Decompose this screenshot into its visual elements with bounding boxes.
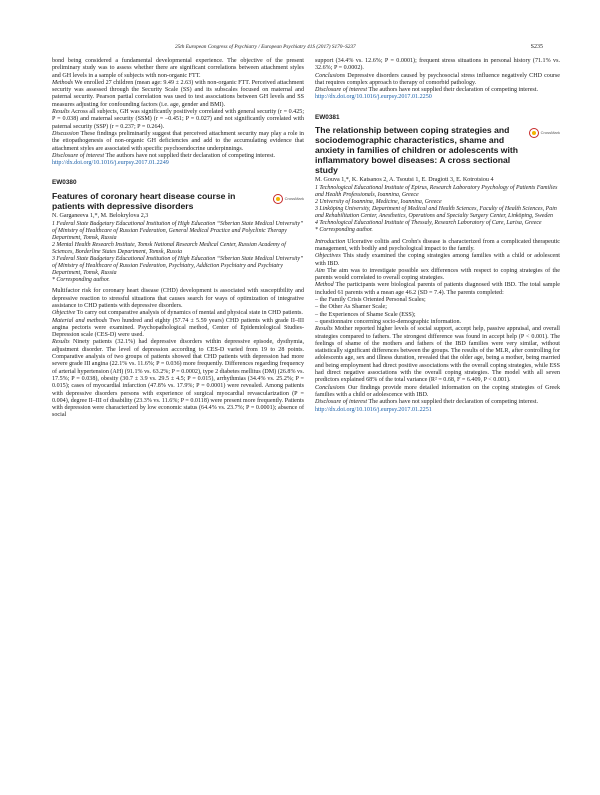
crossmark-icon: [273, 194, 283, 204]
method-list: [315, 297, 560, 326]
objectives-paragraph: [315, 253, 560, 268]
doi-link[interactable]: http://dx.doi.org/10.1016/j.eurpsy.2017.01.2250: [315, 94, 432, 101]
aim-text: The aim was to investigate possible sex differences with respect to coping strategies of the parents would correlated to overall coping strategies.: [315, 267, 560, 282]
list-item: – questionnaire concerning socio-demographic information.: [315, 318, 462, 325]
conclusions-label: Conclusions: [315, 72, 346, 79]
crossmark-label: CrossMark: [540, 130, 560, 136]
objective-paragraph: [52, 310, 304, 317]
disclosure-label: Disclosure of interest: [52, 152, 105, 159]
conclusions-text: Our findings provide more detailed information on the coping strategies of Greek families with a child or adolescence with IBD.: [315, 384, 560, 398]
method-text: The participants were biological parents of patients diagnosed with IBD. The total sample included 61 parents with a mean age 46.2 (SD = 7.4). The parents completed:: [315, 282, 560, 296]
abstract-title-text: Features of coronary heart disease course in patients with depressive disorders: [52, 190, 236, 211]
results-paragraph: [315, 326, 560, 384]
authors: N. Garganeeva 1,*, M. Belokrylova 2,3: [52, 212, 149, 219]
methods-label: Methods: [52, 79, 73, 86]
disclosure-paragraph: [315, 87, 560, 94]
discussion-text: These findings preliminarily suggest that perceived attachment security may play a role in the etiopathogenesis of non-organic GH deficiencies and add to the accumulating evidence that attachment styles are associated with specific psychoendocrine underpinnings.: [52, 130, 304, 152]
intro-paragraph: [315, 239, 560, 254]
affiliation: 3 Linköping University, Department of Medical and Health Sciences, Faculty of Health Sciences, Pain and Rehabilitation Center, Anesthetics, Operations and Specialty Surgery Center, Linköping, Sweden: [315, 206, 557, 220]
continuation-text: support (34.4% vs. 12.6%; P = 0.0001); frequent stress situations in personal history (71.1% vs. 32.6%; P = 0.0002).: [315, 58, 560, 72]
page-number: S235: [530, 44, 543, 50]
method-paragraph: [315, 282, 560, 297]
objectives-label: Objectives: [315, 253, 341, 260]
methods-text: Two hundred and eighty (57.74 ± 5.59 years) CHD patients with grade II–III angina pectoris were examined. Psychopathological method, Center of Epidemiological Studies-Depression scale (CES-D) were used.: [52, 317, 304, 339]
abstract-title: [315, 125, 560, 175]
abstract-title: [52, 191, 304, 211]
conclusions-text: Depressive disorders caused by psychosocial stress influence negatively CHD course that requires complex approach to therapy of comorbid pathology.: [315, 72, 560, 86]
intro-label: Introduction: [315, 238, 346, 245]
left-column: [52, 58, 304, 420]
objective-label: Objective: [52, 310, 76, 317]
right-column: [315, 58, 560, 414]
results-paragraph: [52, 109, 304, 131]
disclosure-text: The authors have not supplied their declaration of competing interest.: [368, 87, 539, 94]
disclosure-text: The authors have not supplied their declaration of competing interest.: [368, 399, 539, 406]
objectives-text: This study examined the coping strategies among families with a child or adolescent with IBD.: [315, 253, 560, 267]
discussion-paragraph: [52, 131, 304, 153]
crossmark-badge[interactable]: [529, 128, 560, 138]
doi-link[interactable]: http://dx.doi.org/10.1016/j.eurpsy.2017.01.2251: [315, 406, 432, 413]
list-item: – the Other As Shamer Scale;: [315, 304, 387, 311]
corresponding-author: * Corresponding author.: [52, 277, 110, 284]
affiliation: 2 University of Ioannina, Medicine, Ioannina, Greece: [315, 199, 442, 206]
methods-paragraph: [52, 80, 304, 109]
results-label: Results: [52, 339, 70, 346]
journal-title: 25th European Congress of Psychiatry / European Psychiatry 41S (2017) S170–S237: [175, 44, 356, 50]
list-item: – the Family Crisis Oriented Personal Scales;: [315, 297, 426, 304]
conclusions-paragraph: [315, 385, 560, 400]
disclosure-text: The authors have not supplied their declaration of competing interest.: [105, 152, 276, 159]
authors: M. Gouva 1,*, K. Katsanos 2, A. Tsoutsi 1, E. Dragioti 3, E. Kotrotsiou 4: [315, 177, 494, 184]
conclusions-paragraph: [315, 73, 560, 88]
doi-link[interactable]: http://dx.doi.org/10.1016/j.eurpsy.2017.01.2249: [52, 160, 169, 167]
affiliation: 3 Federal State Budgetary Educational Institution of High Education “Siberian State Medical University” of Ministry of Healthcare of Russian Federation, Psychiatry, Addiction Psychiatry and Psychiatry Department, Tomsk, Russia: [52, 256, 304, 277]
results-text: Ninety patients (32.1%) had depressive disorders within depressive episode, dysthymia, adjustment disorder. The level of depression according to CES-D varied from 19 to 28 points. Comparative analysis of two groups of patients showed that CHD patients with depression had more severe grade III angina (22.1% vs. 11.6%; P = 0.036) more frequently. Differences regarding frequency of arterial hypertension (AH) (91.1% vs. 63.2%; P = 0.0002), type 2 diabetes mellitus (DM) (26.8% vs. 17.5%; P = 0.038), obesity (30.7 ± 3.9 vs. 29.5 ± 4.5; P = 0.015), arrhythmias (34.4% vs. 25.2%; P = 0.015); cases of myocardial infarction (47.8% vs. 17.9%; P = 0.0001) were revealed. Among patients with depressive disorders persons with experience of surgical myocardial revascularization (P = 0.004), degree II–III of disability (23.3% vs. 11.6%; P = 0.0118) were present more frequently. Patients with depression were characterized by low economic status (64.4% vs. 23.7%; P = 0.0001); absence of social: [52, 339, 304, 419]
disclosure-label: Disclosure of interest: [315, 87, 368, 94]
results-paragraph: [52, 339, 304, 419]
running-header: [175, 44, 543, 50]
intro-paragraph: Multifactor risk for coronary heart disease (CHD) development is associated with susceptibility and depressive reaction to stressful situations that causes search for ways of optimization of integrative assistance to CHD patients with depressive disorders.: [52, 288, 304, 309]
methods-paragraph: [52, 318, 304, 340]
abstract-code: EW0380: [52, 179, 77, 187]
method-label: Method: [315, 282, 334, 289]
disclosure-paragraph: [52, 153, 304, 160]
affiliation: 2 Mental Health Research Institute, Tomsk National Research Medical Center, Russian Academy of Sciences, Borderline States Department, Tomsk, Russia: [52, 242, 286, 256]
intro-text: Ulcerative colitis and Crohn's disease is characterized from a complicated therapeutic management, with bodily and psychological impact to the family.: [315, 238, 560, 252]
aim-paragraph: [315, 268, 560, 283]
crossmark-label: CrossMark: [284, 195, 304, 201]
aim-label: Aim: [315, 267, 325, 274]
abstract-code: EW0381: [315, 113, 340, 121]
crossmark-badge[interactable]: [273, 194, 304, 204]
conclusions-label: Conclusions: [315, 384, 346, 391]
abstract-title-text: The relationship between coping strategies and sociodemographic characteristics, shame and anxiety in families of children or adolescents with inflammatory bowel diseases: A cross sectional study: [315, 125, 518, 176]
affiliation: 1 Technological Educational Institute of Epirus, Research Laboratory Psychology of Patients Families and Health Professionals, Ioannina, Greece: [315, 185, 558, 199]
corresponding-author: * Corresponding author.: [315, 227, 373, 234]
results-label: Results: [315, 326, 333, 333]
results-label: Results: [52, 109, 70, 116]
methods-text: We enrolled 27 children (mean age: 9.49 ± 2.63) with non-organic FTT. Perceived attachment security was assessed through the Security Scale (SS) and its subscales focused on maternal and paternal security. Pearson partial correlation was used to test associations between GH levels and SS measures adjusting for confounding factors (i.e. age, gender and BMI).: [52, 79, 304, 108]
continuation-text: bond being considered a fundamental developmental experience. The objective of the present preliminary study was to assess whether there are significant correlations between attachment styles and GH levels in a sample of subjects with non-organic FTT.: [52, 58, 304, 79]
objective-text: To carry out comparative analysis of dynamics of mental and physical state in CHD patients.: [76, 310, 303, 317]
discussion-label: Discussion: [52, 130, 79, 137]
methods-label: Material and methods: [52, 317, 108, 324]
list-item: – the Experiences of Shame Scale (ESS);: [315, 311, 416, 318]
disclosure-label: Disclosure of interest: [315, 399, 368, 406]
crossmark-icon: [529, 128, 539, 138]
results-text: Across all subjects, GH was significantly positively correlated with general security (r = 0.425; P = 0.038) and maternal security (SSM) (r = –0.451; P = 0.027) and not significantly correlated with paternal security (SSP) (r = 0.237; P = 0.264).: [52, 109, 305, 130]
affiliation: 1 Federal State Budgetary Educational Institution of High Education “Siberian State Medical University” of Ministry of Healthcare of Russian Federation, General Medical Practice and Polyclinic Therapy Department, Tomsk, Russia: [52, 221, 304, 242]
results-text: Mother reported higher levels of social support, accept help, passive appraisal, and overall strategies compared to fathers. The strongest difference was found in accept help (P < 0.001). The feelings of shame of the mothers and fathers of the IBD families were very similar, without statistically significant differences between the groups. The results of the MLR, after controlling for adolescents age, sex and illness duration, revealed that the older age, being a mother, being married and being employment had direct positive associations with the overall coping strategies, while ESS had direct negative associations with the overall coping strategies. The model with all seven predictors explained 68% of the total variance (R² = 0.68, F = 6.409, P < 0.001).: [315, 326, 560, 384]
affiliation: 4 Technological Educational Institute of Thessaly, Research Laboratory of Care, Larisa, Greece: [315, 220, 542, 227]
disclosure-paragraph: [315, 399, 560, 406]
